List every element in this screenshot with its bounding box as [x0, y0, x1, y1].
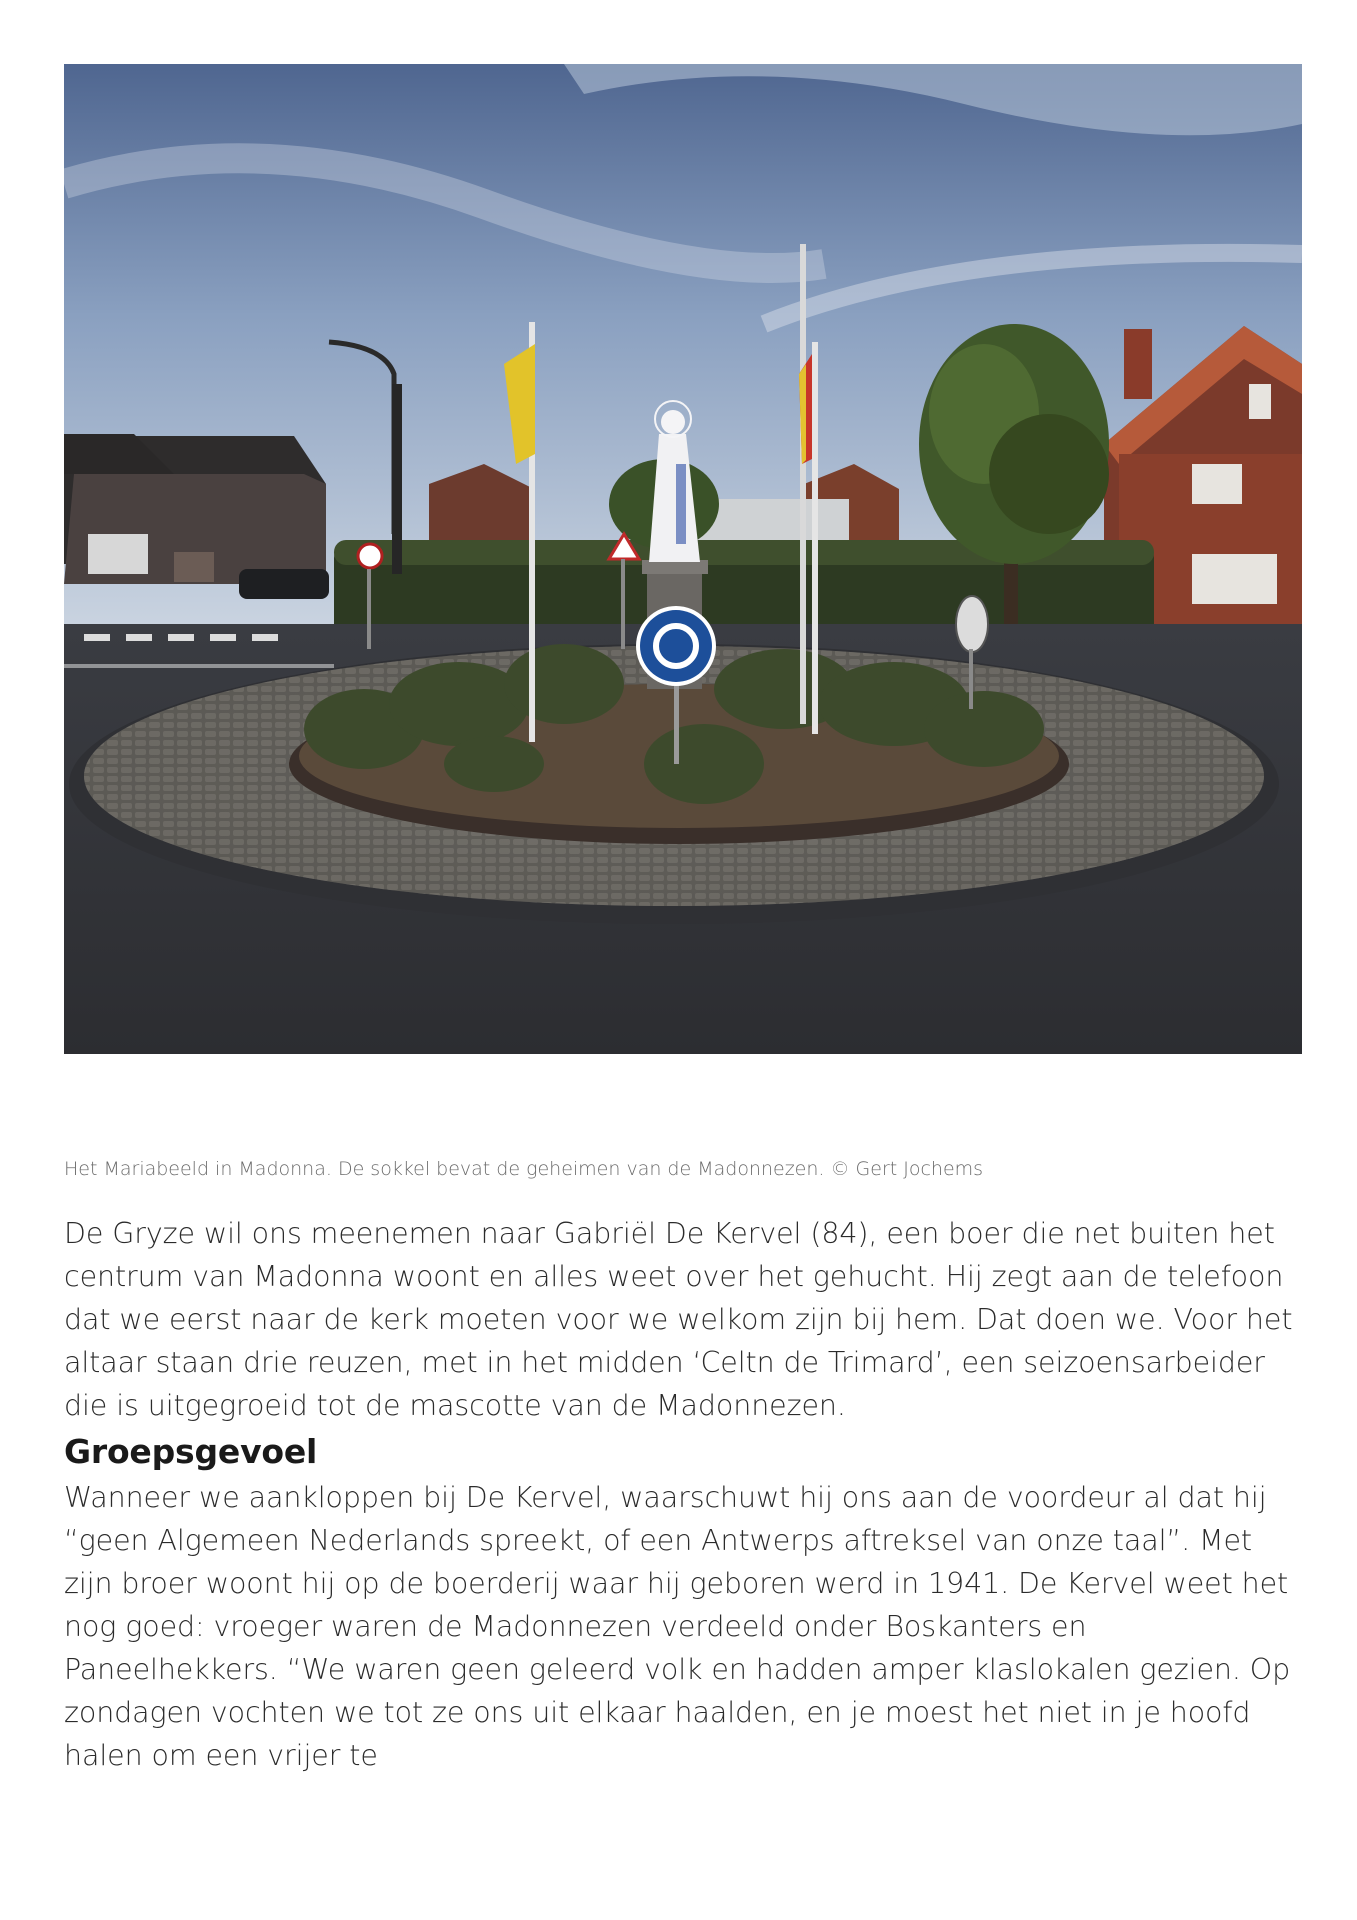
left-house — [64, 434, 326, 584]
roundabout-photo — [64, 64, 1302, 1054]
photo-illustration — [64, 64, 1302, 1054]
article-paragraph-2: Wanneer we aankloppen bij De Kervel, waarschuwt hij ons aan de voordeur al dat hij “geen Algemeen Nederlands spreekt, of een Antwerps aftreksel van onze taal”. Met zijn broer woont hij op de boerderij waar hij geboren werd in 1941. De Kervel weet het nog goed: vroeger waren de Madonnezen verdeeld onder Boskanters en Paneelhekkers. “We waren geen geleerd volk en hadden amper klaslokalen gezien. Op zondagen vochten we tot ze ons uit elkaar haalden, en je moest het niet in je hoofd halen om een vrijer te — [64, 1481, 1291, 1772]
article-paragraph-1: De Gryze wil ons meenemen naar Gabriël De Kervel (84), een boer die net buiten het centrum van Madonna woont en alles weet over het gehucht. Hij zegt aan de telefoon dat we eerst naar de kerk moeten voor we welkom zijn bij hem. Dat doen we. Voor het altaar staan drie reuzen, met in het midden ‘Celtn de Trimard’, een seizoensarbeider die is uitgegroeid tot de mascotte van de Madonnezen. — [64, 1217, 1293, 1422]
section-heading: Groepsgevoel — [64, 1432, 318, 1471]
photo-caption: Het Mariabeeld in Madonna. De sokkel bevat de geheimen van de Madonnezen. © Gert Jochems — [64, 1158, 984, 1180]
